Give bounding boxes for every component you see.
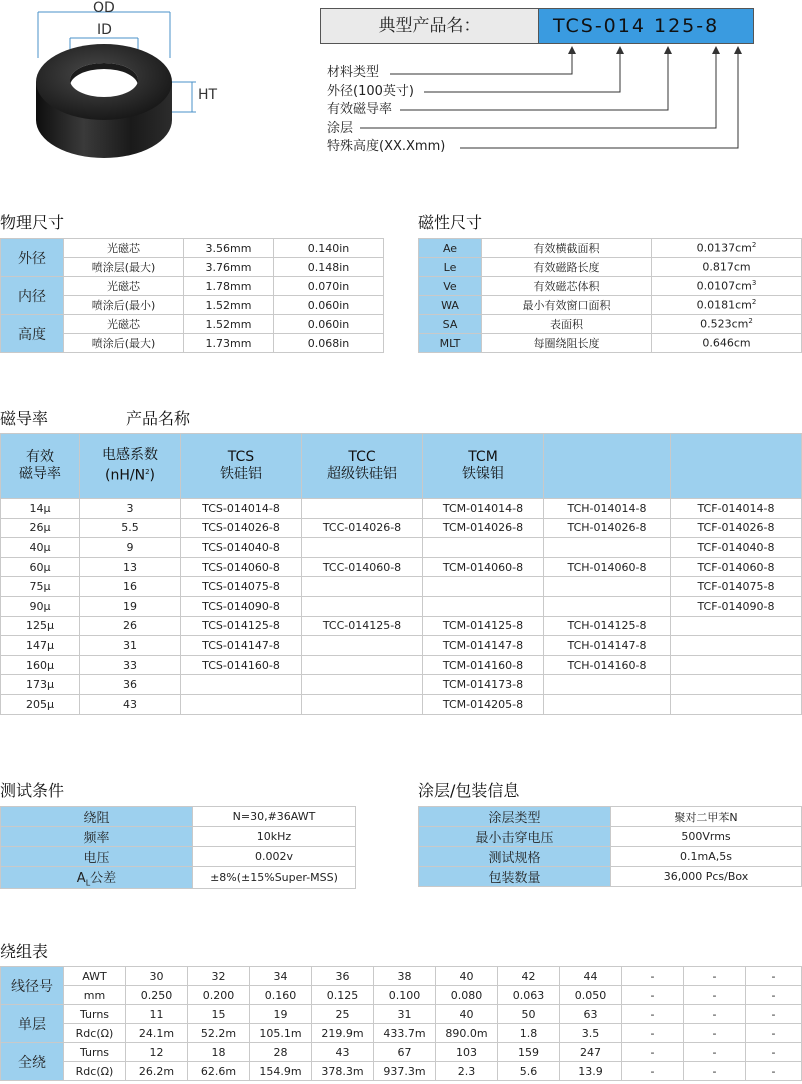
legend-permeability: 有效磁导率 (327, 102, 393, 117)
table-cell: 34 (250, 967, 312, 986)
table-row (419, 239, 802, 258)
table-cell: 890.0m (436, 1024, 498, 1043)
table-row (419, 334, 802, 353)
table-cell: 247 (560, 1043, 622, 1062)
perm-subtitle: 产品名称 (126, 409, 191, 428)
table-row (1, 1062, 802, 1081)
table-row (1, 518, 802, 538)
physical-title: 物理尺寸 (0, 213, 65, 232)
table-cell: 0.070in (274, 277, 384, 296)
legend-material: 材料类型 (327, 65, 380, 80)
table-cell: TCH-014026-8 (544, 518, 671, 538)
table-cell: - (746, 967, 802, 986)
winding-group-label: 线径号 (1, 967, 64, 1005)
table-cell: 0.200 (188, 986, 250, 1005)
table-row (1, 499, 802, 519)
table-cell: TCM-014026-8 (423, 518, 544, 538)
test-key (1, 807, 193, 827)
perm-table (0, 433, 802, 715)
ht-label: HT (198, 87, 218, 103)
perm-header-al-end: ) (149, 467, 155, 484)
table-cell: 40 (436, 967, 498, 986)
table-cell: 12 (126, 1043, 188, 1062)
table-cell: 28 (250, 1043, 312, 1062)
winding-group-label: 全绕 (1, 1043, 64, 1081)
coating-key: 包装数量 (419, 867, 611, 887)
table-cell: 19 (250, 1005, 312, 1024)
table-cell: 0.080 (436, 986, 498, 1005)
physical-group-label: 内径 (1, 277, 64, 315)
table-cell: 5.6 (498, 1062, 560, 1081)
table-row (419, 315, 802, 334)
table-cell: 15 (188, 1005, 250, 1024)
magnetic-value (652, 334, 802, 353)
magnetic-value-text: 0.0181cm (696, 298, 752, 312)
table-cell: 18 (188, 1043, 250, 1062)
table-cell: 52.2m (188, 1024, 250, 1043)
table-cell: 0.250 (126, 986, 188, 1005)
table-cell: 5.5 (80, 518, 181, 538)
coating-key: 测试规格 (419, 847, 611, 867)
table-cell (671, 675, 802, 695)
magnetic-value-exponent: 2 (751, 241, 757, 250)
id-label: ID (97, 22, 112, 38)
table-cell: 36 (312, 967, 374, 986)
table-cell (423, 538, 544, 558)
perm-header-tch (544, 434, 671, 499)
table-cell: TCH-014125-8 (544, 616, 671, 636)
table-cell: 433.7m (374, 1024, 436, 1043)
table-cell: TCS-014040-8 (181, 538, 302, 558)
table-cell: TCS-014026-8 (181, 518, 302, 538)
table-cell: 0.148in (274, 258, 384, 277)
coating-table (418, 806, 802, 887)
magnetic-symbol: Ae (419, 239, 482, 258)
table-cell (423, 577, 544, 597)
table-cell: 2.3 (436, 1062, 498, 1081)
table-row (1, 577, 802, 597)
table-cell: TCF-014026-8 (671, 518, 802, 538)
table-cell (181, 675, 302, 695)
table-row (1, 557, 802, 577)
test-key-text: 频率 (83, 831, 110, 846)
table-cell: TCF-014060-8 (671, 557, 802, 577)
table-row (1, 867, 356, 889)
legend-coating: 涂层 (327, 120, 354, 136)
table-cell: TCF-014014-8 (671, 499, 802, 519)
od-label: OD (93, 0, 115, 16)
table-cell: 9 (80, 538, 181, 558)
table-cell (671, 655, 802, 675)
table-cell: 378.3m (312, 1062, 374, 1081)
magnetic-description: 表面积 (482, 315, 652, 334)
table-cell (544, 577, 671, 597)
table-cell: - (746, 1005, 802, 1024)
magnetic-value-exponent: 2 (751, 298, 757, 307)
table-cell: 0.125 (312, 986, 374, 1005)
table-cell: TCM-014160-8 (423, 655, 544, 675)
winding-group-label: 单层 (1, 1005, 64, 1043)
table-cell: - (684, 1005, 746, 1024)
table-cell: 0.060in (274, 296, 384, 315)
table-cell: Turns (64, 1043, 126, 1062)
coating-key: 最小击穿电压 (419, 827, 611, 847)
test-table (0, 806, 356, 889)
product-label: 典型产品名： (321, 9, 539, 43)
magnetic-description: 有效磁芯体积 (482, 277, 652, 296)
magnetic-table (418, 238, 802, 353)
magnetic-value-text: 0.817cm (702, 260, 751, 274)
table-cell (544, 675, 671, 695)
table-row (1, 847, 356, 867)
table-cell: TCM-014147-8 (423, 636, 544, 656)
table-cell: mm (64, 986, 126, 1005)
table-cell: 62.6m (188, 1062, 250, 1081)
table-cell: 1.8 (498, 1024, 560, 1043)
test-value: N=30,#36AWT (193, 807, 356, 827)
coating-value: 36,000 Pcs/Box (611, 867, 802, 887)
test-key-text: 电压 (83, 851, 110, 866)
table-row (1, 1024, 802, 1043)
table-cell (302, 538, 423, 558)
table-cell: 33 (80, 655, 181, 675)
table-cell: 喷涂后(最大) (64, 334, 184, 353)
table-cell: AWT (64, 967, 126, 986)
table-cell: 31 (374, 1005, 436, 1024)
magnetic-value-text: 0.0107cm (696, 279, 752, 293)
table-cell: 67 (374, 1043, 436, 1062)
product-code: TCS-014 125-8 (539, 9, 753, 43)
table-cell: 0.140in (274, 239, 384, 258)
perm-header-al-text: 电感系数 (nH/N (102, 447, 158, 484)
table-cell: 43 (312, 1043, 374, 1062)
table-cell: 125μ (1, 616, 80, 636)
test-value: 10kHz (193, 827, 356, 847)
table-cell: - (622, 1043, 684, 1062)
table-cell: 喷涂后(最小) (64, 296, 184, 315)
table-row (1, 315, 384, 334)
physical-group-label: 外径 (1, 239, 64, 277)
table-cell: - (684, 1062, 746, 1081)
magnetic-description: 有效横截面积 (482, 239, 652, 258)
table-cell: 36 (80, 675, 181, 695)
table-cell (181, 694, 302, 714)
table-cell (423, 596, 544, 616)
perm-header-tcf (671, 434, 802, 499)
table-row (1, 538, 802, 558)
table-cell: 103 (436, 1043, 498, 1062)
table-cell: 0.063 (498, 986, 560, 1005)
table-row (1, 1043, 802, 1062)
table-cell: TCS-014160-8 (181, 655, 302, 675)
magnetic-value-text: 0.0137cm (696, 241, 752, 255)
table-cell: - (746, 1043, 802, 1062)
test-key (1, 847, 193, 867)
table-cell: 32 (188, 967, 250, 986)
table-cell: 147μ (1, 636, 80, 656)
table-cell: 光磁芯 (64, 277, 184, 296)
table-cell: 1.78mm (184, 277, 274, 296)
table-row (1, 277, 384, 296)
magnetic-title: 磁性尺寸 (418, 213, 483, 232)
magnetic-value (652, 258, 802, 277)
table-cell: 40μ (1, 538, 80, 558)
magnetic-value (652, 315, 802, 334)
table-row (1, 986, 802, 1005)
table-cell: 0.060in (274, 315, 384, 334)
coating-value: 0.1mA,5s (611, 847, 802, 867)
table-row (419, 807, 802, 827)
table-cell: 60μ (1, 557, 80, 577)
table-row (1, 636, 802, 656)
table-cell (302, 694, 423, 714)
perm-header-al (80, 434, 181, 499)
table-cell: 90μ (1, 596, 80, 616)
table-row (1, 239, 384, 258)
table-cell: - (746, 986, 802, 1005)
table-cell: 0.068in (274, 334, 384, 353)
coating-value: 500Vrms (611, 827, 802, 847)
table-cell: 0.160 (250, 986, 312, 1005)
magnetic-symbol: SA (419, 315, 482, 334)
table-cell: TCM-014014-8 (423, 499, 544, 519)
table-cell: - (622, 1062, 684, 1081)
table-cell (671, 616, 802, 636)
table-cell: 38 (374, 967, 436, 986)
magnetic-description: 最小有效窗口面积 (482, 296, 652, 315)
table-cell: 44 (560, 967, 622, 986)
table-cell: - (622, 1024, 684, 1043)
magnetic-value (652, 239, 802, 258)
perm-title: 磁导率 (0, 409, 49, 428)
table-cell (671, 636, 802, 656)
table-cell: 173μ (1, 675, 80, 695)
table-cell: Rdc(Ω) (64, 1062, 126, 1081)
magnetic-value-exponent: 3 (751, 279, 757, 288)
table-cell: 159 (498, 1043, 560, 1062)
table-cell: 105.1m (250, 1024, 312, 1043)
table-cell (302, 596, 423, 616)
table-cell: 11 (126, 1005, 188, 1024)
table-cell: 30 (126, 967, 188, 986)
table-cell: Turns (64, 1005, 126, 1024)
test-key (1, 867, 193, 889)
table-cell: 40 (436, 1005, 498, 1024)
table-cell: - (684, 986, 746, 1005)
perm-header-tcc-text: TCC 超级铁硅铝 (327, 449, 397, 482)
test-key-text: 绕阻 (83, 811, 110, 826)
table-cell: TCS-014125-8 (181, 616, 302, 636)
table-cell: 1.52mm (184, 296, 274, 315)
table-cell: 42 (498, 967, 560, 986)
table-row (419, 867, 802, 887)
perm-header-tcm (423, 434, 544, 499)
table-cell: Rdc(Ω) (64, 1024, 126, 1043)
table-cell: 75μ (1, 577, 80, 597)
table-cell (302, 577, 423, 597)
table-cell: 14μ (1, 499, 80, 519)
magnetic-value (652, 296, 802, 315)
toroid-image (0, 0, 230, 180)
table-cell: 0.050 (560, 986, 622, 1005)
winding-title: 绕组表 (0, 942, 49, 961)
winding-table (0, 966, 802, 1081)
legend-od: 外径(100英寸) (327, 83, 414, 99)
table-cell: - (622, 986, 684, 1005)
magnetic-value-exponent: 2 (748, 317, 753, 326)
table-cell: 光磁芯 (64, 239, 184, 258)
table-cell: TCS-014075-8 (181, 577, 302, 597)
table-cell: TCF-014090-8 (671, 596, 802, 616)
table-row (1, 694, 802, 714)
table-cell: TCS-014060-8 (181, 557, 302, 577)
table-cell: TCS-014014-8 (181, 499, 302, 519)
table-cell: 26.2m (126, 1062, 188, 1081)
table-row (1, 655, 802, 675)
physical-table (0, 238, 384, 353)
table-cell: 26μ (1, 518, 80, 538)
table-row (419, 277, 802, 296)
table-cell: - (746, 1062, 802, 1081)
magnetic-value-text: 0.523cm (700, 317, 749, 331)
table-cell: TCM-014125-8 (423, 616, 544, 636)
table-cell: TCS-014090-8 (181, 596, 302, 616)
table-cell (671, 694, 802, 714)
table-cell: TCM-014205-8 (423, 694, 544, 714)
table-cell: TCH-014147-8 (544, 636, 671, 656)
table-row (1, 807, 356, 827)
magnetic-symbol: Le (419, 258, 482, 277)
table-cell: 937.3m (374, 1062, 436, 1081)
table-cell: TCH-014060-8 (544, 557, 671, 577)
coating-key: 涂层类型 (419, 807, 611, 827)
magnetic-description: 有效磁路长度 (482, 258, 652, 277)
table-row (419, 847, 802, 867)
table-cell: TCH-014014-8 (544, 499, 671, 519)
table-cell: 160μ (1, 655, 80, 675)
perm-header-tcm-text: TCM 铁镍钼 (462, 449, 504, 482)
table-row (419, 258, 802, 277)
table-cell: - (622, 1005, 684, 1024)
test-key-subscript: L (85, 878, 91, 888)
magnetic-symbol: MLT (419, 334, 482, 353)
legend-height: 特殊高度(XX.Xmm) (327, 139, 446, 154)
table-row (1, 967, 802, 986)
table-row (419, 827, 802, 847)
table-cell: 13 (80, 557, 181, 577)
table-cell: 19 (80, 596, 181, 616)
table-cell: 50 (498, 1005, 560, 1024)
table-cell (302, 655, 423, 675)
perm-header-mu-text: 有效 磁导率 (19, 449, 61, 482)
table-cell: - (684, 967, 746, 986)
table-cell: 16 (80, 577, 181, 597)
magnetic-value (652, 277, 802, 296)
table-cell: TCC-014026-8 (302, 518, 423, 538)
table-cell: 3.5 (560, 1024, 622, 1043)
table-cell: TCF-014040-8 (671, 538, 802, 558)
table-cell: 3.56mm (184, 239, 274, 258)
table-cell: TCM-014060-8 (423, 557, 544, 577)
magnetic-symbol: Ve (419, 277, 482, 296)
product-name-box (320, 8, 754, 44)
coating-title: 涂层/包装信息 (418, 781, 520, 800)
coating-value: 聚对二甲苯N (611, 807, 802, 827)
magnetic-symbol: WA (419, 296, 482, 315)
table-cell: TCC-014060-8 (302, 557, 423, 577)
table-cell: 31 (80, 636, 181, 656)
table-cell (544, 694, 671, 714)
table-cell (302, 499, 423, 519)
table-row (419, 296, 802, 315)
table-cell: 0.100 (374, 986, 436, 1005)
table-cell: - (622, 967, 684, 986)
table-cell: TCM-014173-8 (423, 675, 544, 695)
perm-header-mu (1, 434, 80, 499)
table-cell (302, 636, 423, 656)
table-cell (544, 538, 671, 558)
perm-header-tcs (181, 434, 302, 499)
test-key-suffix: 公差 (90, 871, 117, 886)
table-cell: 25 (312, 1005, 374, 1024)
table-cell: 喷涂层(最大) (64, 258, 184, 277)
test-value: ±8%(±15%Super-MSS) (193, 867, 356, 889)
physical-group-label: 高度 (1, 315, 64, 353)
table-cell: 154.9m (250, 1062, 312, 1081)
table-cell: 13.9 (560, 1062, 622, 1081)
table-cell: 1.73mm (184, 334, 274, 353)
table-cell (544, 596, 671, 616)
magnetic-description: 每圈绕阻长度 (482, 334, 652, 353)
table-cell: 1.52mm (184, 315, 274, 334)
table-cell: TCS-014147-8 (181, 636, 302, 656)
table-cell: - (684, 1024, 746, 1043)
table-row (1, 1005, 802, 1024)
table-cell: 24.1m (126, 1024, 188, 1043)
test-key-text: A (76, 871, 86, 886)
table-cell (302, 675, 423, 695)
table-row (1, 827, 356, 847)
table-cell: TCF-014075-8 (671, 577, 802, 597)
perm-header-al-sup: 2 (145, 468, 150, 477)
table-cell: 光磁芯 (64, 315, 184, 334)
table-cell: 3 (80, 499, 181, 519)
table-cell: TCH-014160-8 (544, 655, 671, 675)
table-cell: 26 (80, 616, 181, 636)
table-cell: 205μ (1, 694, 80, 714)
table-row (1, 675, 802, 695)
legend-list (327, 64, 445, 157)
table-row (1, 596, 802, 616)
test-title: 测试条件 (0, 781, 65, 800)
table-cell: 3.76mm (184, 258, 274, 277)
table-row (1, 616, 802, 636)
magnetic-value-text: 0.646cm (702, 336, 751, 350)
table-cell: 43 (80, 694, 181, 714)
test-key (1, 827, 193, 847)
table-cell: - (684, 1043, 746, 1062)
perm-header-tcc (302, 434, 423, 499)
perm-header-tcs-text: TCS 铁硅铝 (220, 449, 262, 482)
table-cell: TCC-014125-8 (302, 616, 423, 636)
table-cell: - (746, 1024, 802, 1043)
table-cell: 219.9m (312, 1024, 374, 1043)
test-value: 0.002v (193, 847, 356, 867)
table-cell: 63 (560, 1005, 622, 1024)
